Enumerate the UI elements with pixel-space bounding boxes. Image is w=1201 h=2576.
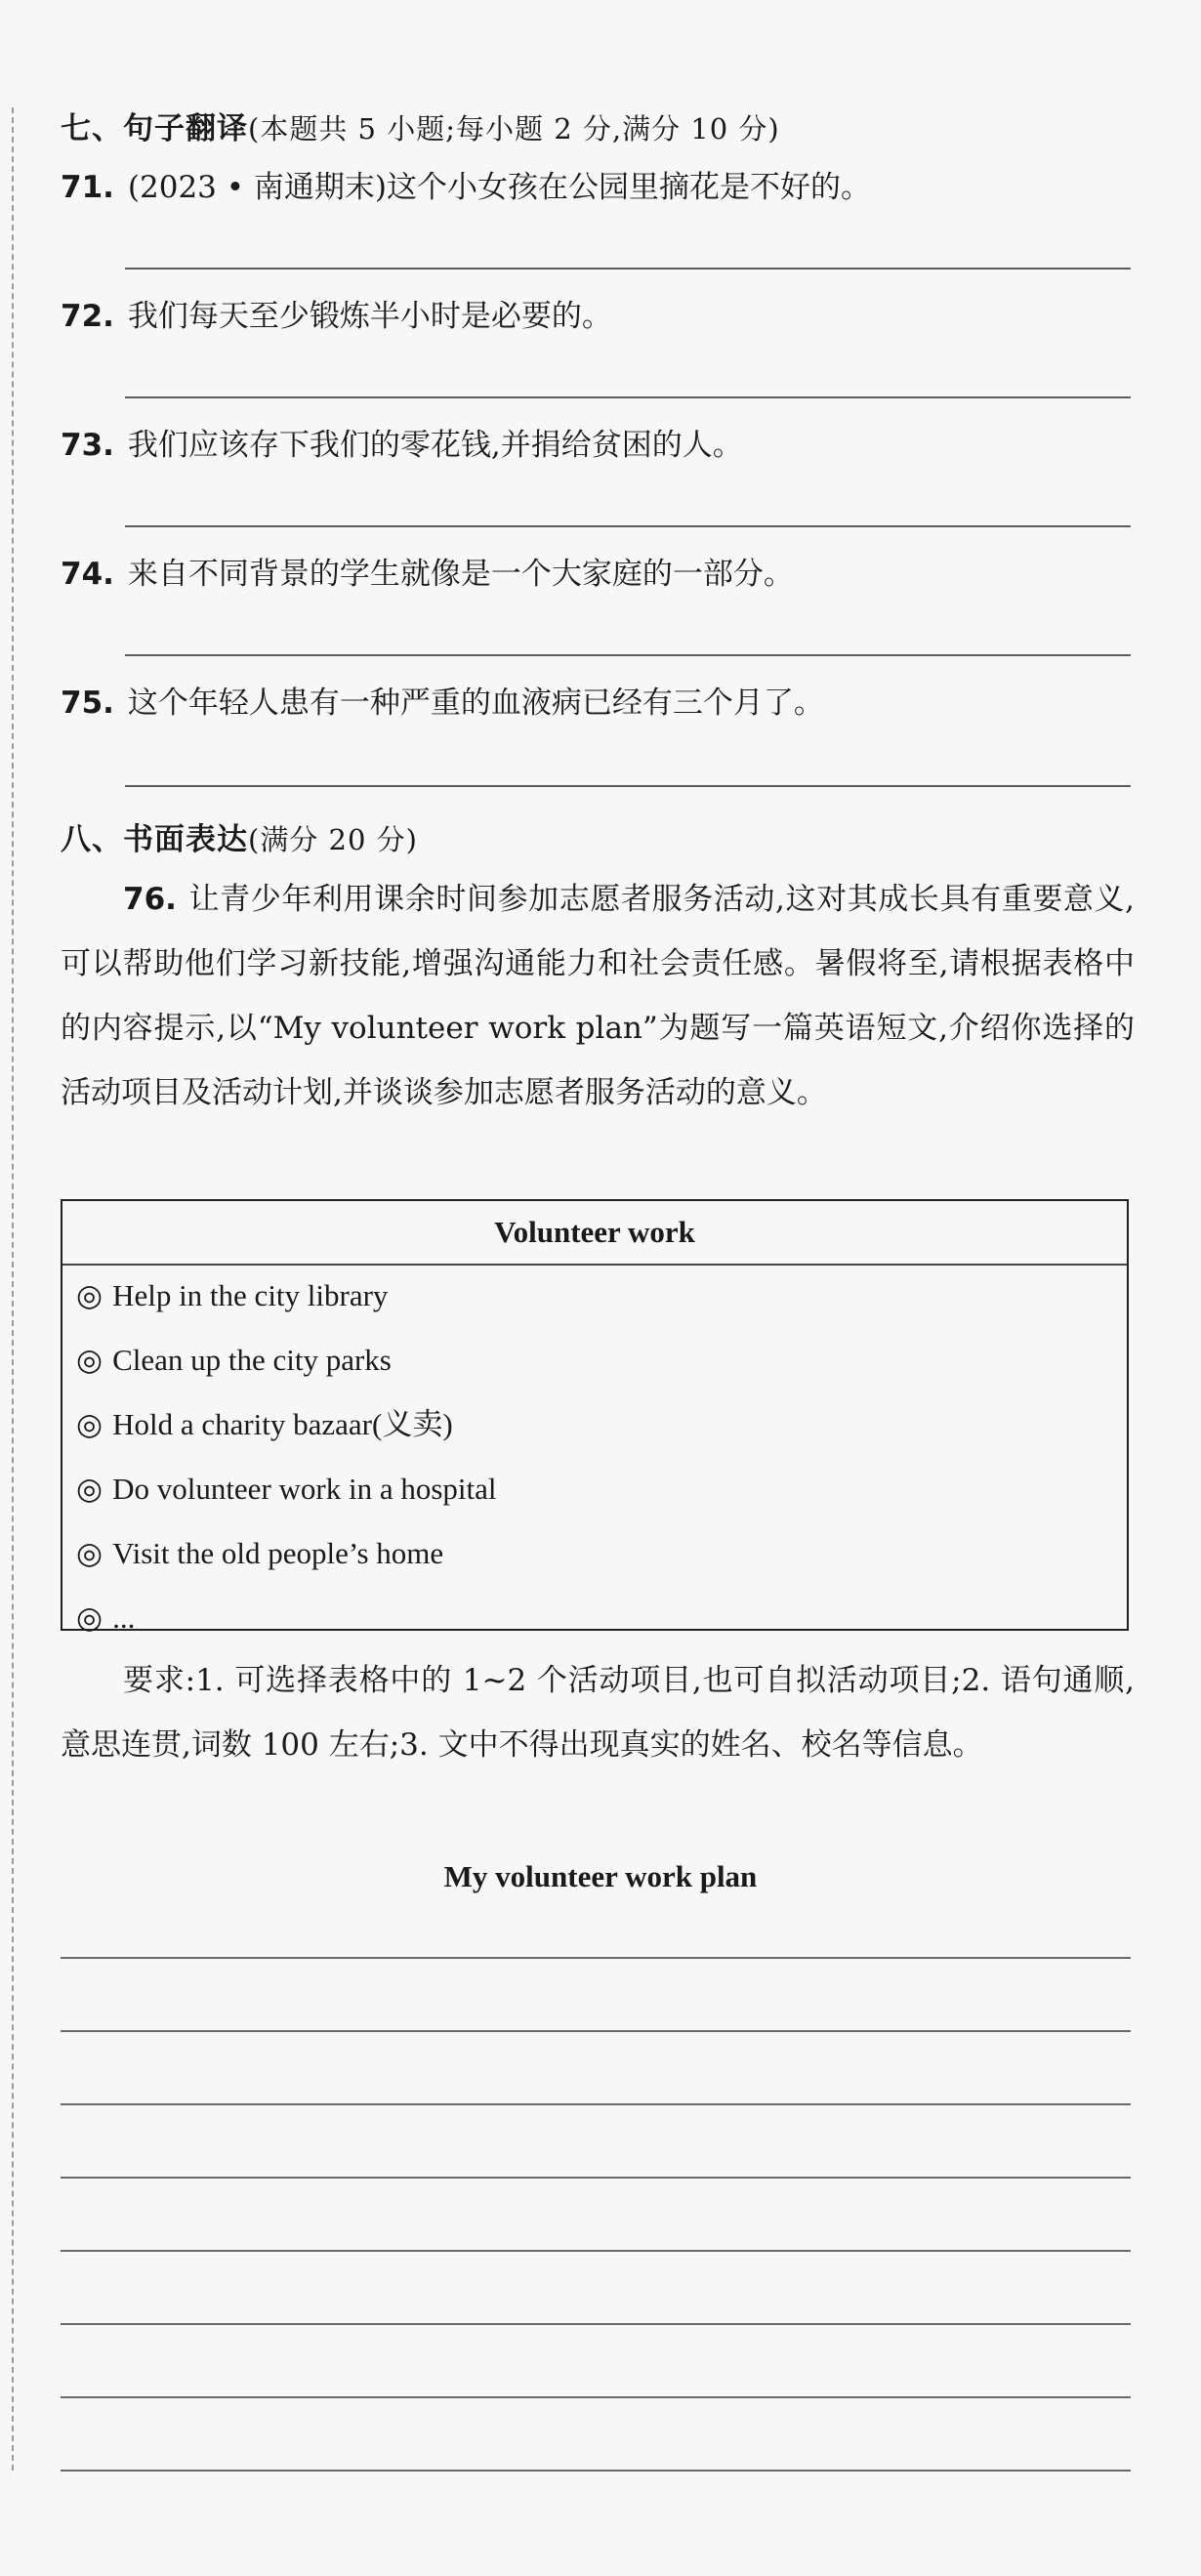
- section-7-title: 七、句子翻译: [61, 111, 248, 146]
- writing-line[interactable]: [61, 2470, 1131, 2472]
- question-73: [61, 426, 743, 465]
- question-71: [61, 168, 871, 207]
- answer-line-74[interactable]: [125, 654, 1131, 656]
- table-item: Clean up the city parks: [112, 1343, 392, 1377]
- question-number: 75.: [61, 686, 114, 721]
- answer-line-71[interactable]: [125, 268, 1131, 270]
- section-8-heading: [61, 814, 418, 858]
- writing-line[interactable]: [61, 2030, 1131, 2032]
- question-number: 73.: [61, 428, 114, 463]
- question-76-prompt: [61, 867, 1135, 1125]
- question-75: [61, 684, 824, 723]
- question-text: (2023 • 南通期末)这个小女孩在公园里摘花是不好的。: [127, 170, 871, 205]
- requirements-body: 要求:1. 可选择表格中的 1~2 个活动项目,也可自拟活动项目;2. 语句通顺,意思连贯,词数 100 左右;3. 文中不得出现真实的姓名、校名等信息。: [61, 1663, 1135, 1763]
- question-text: 我们每天至少锻炼半小时是必要的。: [127, 299, 612, 334]
- section-7-note: (本题共 5 小题;每小题 2 分,满分 10 分): [248, 112, 780, 145]
- writing-line[interactable]: [61, 2250, 1131, 2252]
- bullet-circle-icon: ◎: [76, 1536, 104, 1570]
- table-row: [62, 1588, 1127, 1652]
- question-number: 72.: [61, 299, 114, 334]
- writing-line[interactable]: [61, 2177, 1131, 2179]
- question-text: 这个年轻人患有一种严重的血液病已经有三个月了。: [127, 686, 824, 721]
- section-7-heading: [61, 104, 780, 147]
- bullet-circle-icon: ◎: [76, 1278, 104, 1312]
- table-item: ...: [112, 1600, 136, 1635]
- bullet-circle-icon: ◎: [76, 1600, 104, 1635]
- question-text: 来自不同背景的学生就像是一个大家庭的一部分。: [127, 557, 794, 592]
- bullet-circle-icon: ◎: [76, 1407, 104, 1441]
- prompt-text: 让青少年利用课余时间参加志愿者服务活动,这对其成长具有重要意义,可以帮助他们学习新技能,增强沟通能力和社会责任感。暑假将至,请根据表格中的内容提示,以“My volunteer work plan”为题写一篇英语短文,介绍你选择的活动项目及活动计划,并谈谈参加志愿者服务活动的意义。: [61, 882, 1135, 1110]
- table-row: [62, 1459, 1127, 1523]
- table-row: [62, 1394, 1127, 1459]
- table-row: [62, 1330, 1127, 1394]
- table-item: Hold a charity bazaar(义卖): [112, 1407, 453, 1441]
- binding-margin-rule: [12, 107, 14, 2471]
- writing-line[interactable]: [61, 2396, 1131, 2398]
- requirements-text: [61, 1648, 1135, 1777]
- writing-line[interactable]: [61, 2323, 1131, 2325]
- table-item: Visit the old people’s home: [112, 1536, 444, 1570]
- essay-title: My volunteer work plan: [443, 1859, 758, 1893]
- bullet-circle-icon: ◎: [76, 1472, 104, 1506]
- table-row: [62, 1523, 1127, 1588]
- table-row: [62, 1266, 1127, 1330]
- table-item: Do volunteer work in a hospital: [112, 1472, 497, 1506]
- table-header: Volunteer work: [62, 1201, 1127, 1266]
- writing-line[interactable]: [61, 2103, 1131, 2105]
- question-74: [61, 555, 794, 594]
- question-text: 我们应该存下我们的零花钱,并捐给贫困的人。: [127, 428, 743, 463]
- question-number: 74.: [61, 557, 114, 592]
- answer-line-73[interactable]: [125, 525, 1131, 527]
- answer-line-75[interactable]: [125, 785, 1131, 787]
- section-8-note: (满分 20 分): [248, 823, 418, 856]
- bullet-circle-icon: ◎: [76, 1343, 104, 1377]
- table-item: Help in the city library: [112, 1278, 389, 1312]
- writing-line[interactable]: [61, 1957, 1131, 1959]
- answer-line-72[interactable]: [125, 396, 1131, 398]
- volunteer-work-table: [61, 1199, 1129, 1635]
- question-number: 76.: [123, 882, 177, 917]
- question-72: [61, 297, 612, 336]
- section-8-title: 八、书面表达: [61, 822, 248, 857]
- question-number: 71.: [61, 170, 114, 205]
